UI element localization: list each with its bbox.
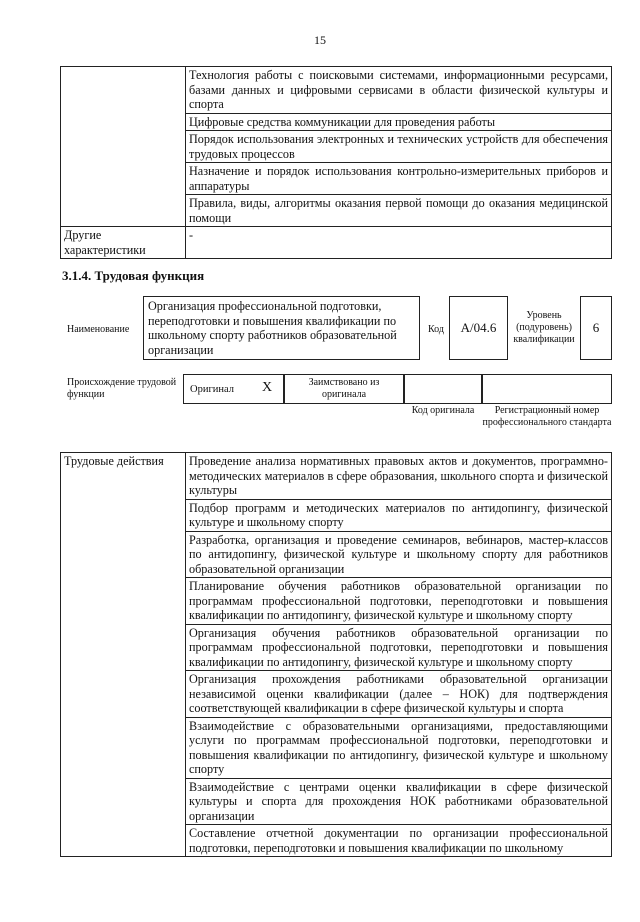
code-original-caption: Код оригинала (411, 405, 475, 416)
table-row (61, 67, 612, 114)
original-text: Оригинал (190, 384, 234, 395)
cell-text: Подбор программ и методических материалов по антидопингу, физической культуре и школьному спорту (186, 499, 612, 531)
borrowed-text: Заимствовано из оригинала (308, 377, 380, 400)
function-level: 6 (580, 296, 612, 360)
page-number: 15 (314, 33, 326, 47)
cell-text: Цифровые средства коммуникации для проведения работы (186, 113, 612, 131)
table-row (61, 227, 612, 259)
labor-actions-table (60, 452, 612, 857)
code-original-cell (404, 374, 482, 404)
table-row (61, 453, 612, 500)
origin-label: Происхождение трудовой функции (67, 377, 177, 400)
reg-number-caption: Регистрационный номер профессионального стандарта (482, 405, 612, 428)
cell-text: - (186, 227, 612, 259)
code-label: Код (428, 324, 444, 335)
cell-text: Организация прохождения работниками образовательной организации независимой оценки квалификации (далее – НОК) для подтверждения соответствующей квалификации в сфере физической культуры и спорта (186, 671, 612, 718)
cell-text: Взаимодействие с образовательными организациями, предоставляющими услуги по программам профессиональной подготовки, переподготовки и повышения квалификации по антидопингу, физической культуре и школьному спорту (186, 717, 612, 778)
row-label (61, 67, 186, 227)
original-mark: X (262, 380, 273, 395)
section-title: 3.1.4. Трудовая функция (62, 268, 205, 283)
row-label: Другие характеристики (61, 227, 186, 259)
cell-text: Взаимодействие с центрами оценки квалификации в сфере физической культуры и спорта для прохождения НОК работниками образовательной организации (186, 778, 612, 825)
cell-text: Организация обучения работников образовательной организации по программам профессиональной подготовки, переподготовки и повышения квалификации по антидопингу, физической культуре и школьному спорту (186, 624, 612, 671)
cell-text: Технология работы с поисковыми системами, информационными ресурсами, базами данных и цифровыми сервисами в области физической культуры и спорта (186, 67, 612, 114)
function-name: Организация профессиональной подготовки, переподготовки и повышения квалификации по школьному спорту работников образовательной организации (143, 296, 420, 360)
function-code: A/04.6 (449, 296, 508, 360)
reg-number-cell (482, 374, 612, 404)
cell-text: Составление отчетной документации по организации профессиональной подготовки, переподготовки и повышения квалификации по школьному (186, 825, 612, 857)
cell-text: Планирование обучения работников образовательной организации по программам профессиональной подготовки, переподготовки и повышения квалификации по антидопингу, физической культуре и школьному спорту (186, 578, 612, 625)
level-label: Уровень (подуровень) квалификации (513, 310, 575, 345)
name-label: Наименование (67, 324, 130, 335)
cell-text: Назначение и порядок использования контрольно-измерительных приборов и аппаратуры (186, 163, 612, 195)
cell-text: Проведение анализа нормативных правовых актов и документов, программно-методических материалов в сфере образования, школьного спорта и физической культуры (186, 453, 612, 500)
row-label: Трудовые действия (61, 453, 186, 857)
cell-text: Правила, виды, алгоритмы оказания первой помощи до оказания медицинской помощи (186, 195, 612, 227)
cell-text: Порядок использования электронных и технических устройств для обеспечения трудовых процессов (186, 131, 612, 163)
cell-text: Разработка, организация и проведение семинаров, вебинаров, мастер-классов по антидопингу, физической культуре и школьному спорту для работников образовательной организации (186, 531, 612, 578)
knowledge-table (60, 66, 612, 259)
